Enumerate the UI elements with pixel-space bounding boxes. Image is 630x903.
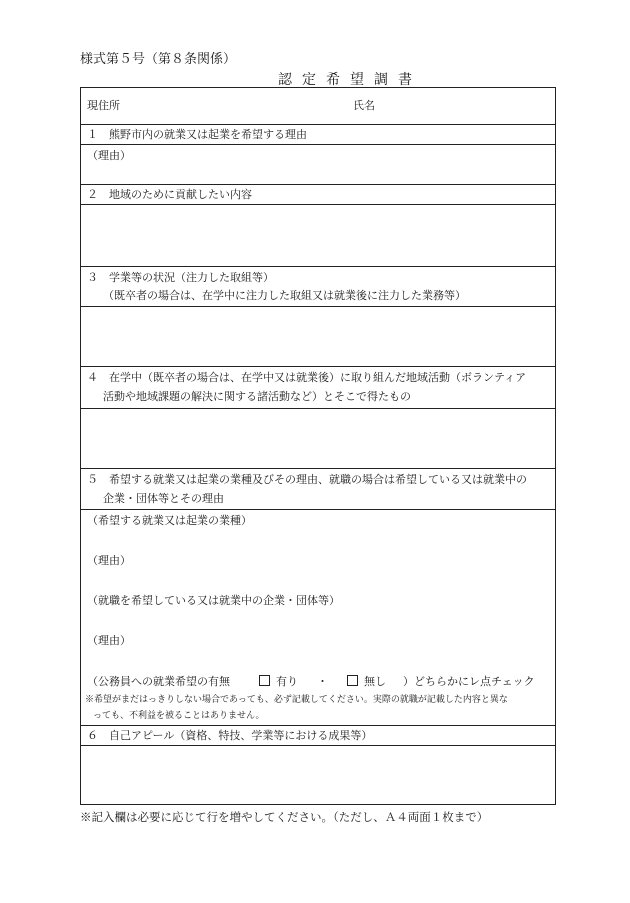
section3-heading: ３ 学業等の状況（注力した取組等）: [87, 271, 274, 284]
name-field[interactable]: [381, 92, 553, 120]
form-number-label: 様式第５号（第８条関係）: [80, 52, 237, 67]
section5-body: [81, 509, 555, 725]
option-no-label: 無し: [364, 675, 386, 688]
section5-reason-field-2[interactable]: [83, 648, 553, 668]
section5-reason-label-1: （理由）: [87, 554, 131, 567]
section2-heading-row: [81, 184, 555, 204]
section1-reason-field[interactable]: [83, 163, 553, 183]
page-title: 認定希望調書: [278, 72, 422, 88]
section5-heading-row: [81, 468, 555, 509]
section5-note-line1: ※希望がまだはっきりしない場合であっても、必ず記載してください。実際の就職が記載した内容と異な: [85, 695, 508, 705]
option-yes-checkbox[interactable]: [259, 675, 270, 686]
section5-heading-line1: ５ 希望する就業又は起業の業種及びその理由、就職の場合は希望している又は就業中の: [87, 473, 527, 486]
section2-content-field[interactable]: [83, 207, 553, 265]
section2-heading: ２ 地域のために貢献したい内容: [87, 188, 252, 201]
section4-heading-line2: 活動や地域課題の解決に関する諸活動など）とそこで得たもの: [103, 390, 411, 403]
section4-heading-row: [81, 366, 555, 408]
name-label: 氏名: [353, 99, 375, 112]
section1-heading: １ 熊野市内の就業又は起業を希望する理由: [87, 128, 307, 141]
section5-industry-label: （希望する就業又は起業の業種）: [87, 514, 252, 527]
section5-heading-line2: 企業・団体等とその理由: [103, 492, 224, 505]
section5-reason-label-2: （理由）: [87, 634, 131, 647]
section6-content-field[interactable]: [83, 748, 553, 804]
option-yes-label: 有り: [276, 675, 298, 688]
section2-body: [81, 204, 555, 266]
section6-heading: ６ 自己アピール（資格、特技、学業等における成果等）: [87, 729, 373, 742]
option-no-checkbox[interactable]: [347, 675, 358, 686]
option-separator: ・: [317, 675, 328, 688]
section1-body: [81, 144, 555, 184]
section5-industry-field[interactable]: [83, 528, 553, 548]
public-service-suffix: ）どちらかにレ点チェック: [403, 675, 535, 688]
section4-body: [81, 408, 555, 468]
address-field[interactable]: [131, 92, 335, 120]
section3-body: [81, 306, 555, 366]
section5-company-label: （就職を希望している又は就業中の企業・団体等）: [87, 594, 340, 607]
section6-heading-row: [81, 725, 555, 745]
section4-content-field[interactable]: [83, 411, 553, 467]
section4-heading-line1: ４ 在学中（既卒者の場合は、在学中又は就業後）に取り組んだ地域活動（ボランティア: [87, 371, 527, 384]
section5-note-line2: っても、不利益を被ることはありません。: [93, 711, 265, 721]
public-service-preference: [87, 675, 535, 689]
application-form: [80, 87, 556, 805]
section3-heading-row: [81, 266, 555, 306]
section1-reason-label: （理由）: [87, 149, 131, 162]
header-row: [81, 88, 555, 124]
public-service-prefix: （公務員への就業希望の有無: [87, 675, 230, 688]
section5-reason-field-1[interactable]: [83, 568, 553, 588]
address-label: 現住所: [87, 99, 120, 112]
section3-content-field[interactable]: [83, 309, 553, 365]
footer-note: ※記入欄は必要に応じて行を増やしてください。（ただし、Ａ４両面１枚まで）: [80, 810, 489, 824]
section6-body: [81, 745, 555, 805]
section3-subheading: （既卒者の場合は、在学中に注力した取組又は就業後に注力した業務等）: [103, 289, 466, 302]
section5-company-field[interactable]: [83, 608, 553, 628]
section1-heading-row: [81, 124, 555, 144]
